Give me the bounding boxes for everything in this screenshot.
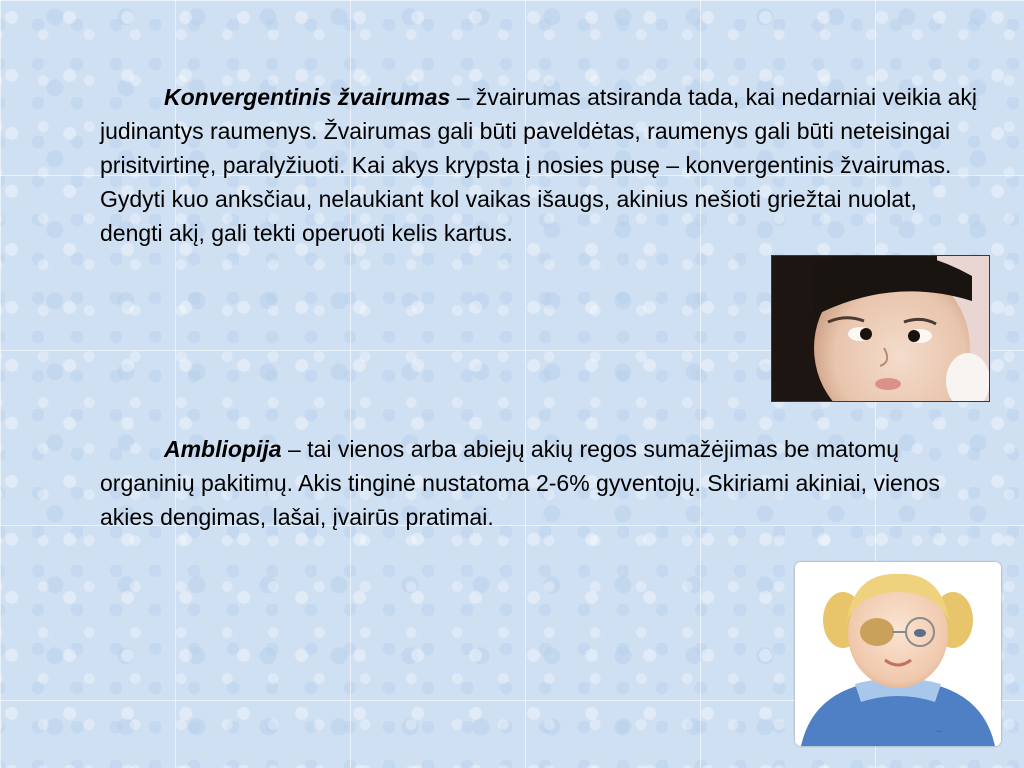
term-convergent-strabismus: Konvergentinis žvairumas xyxy=(164,84,451,110)
paragraph-convergent-strabismus xyxy=(100,80,980,250)
svg-text:~: ~ xyxy=(935,727,943,737)
definition-convergent-strabismus: – žvairumas atsiranda tada, kai nedarniai veikia akį judinantys raumenys. Žvairumas gali būti paveldėtas, raumenys gali būti neteisingai prisitvirtinę, paralyžiuoti. Kai akys krypsta į nosies pusę – konvergentinis žvairumas. Gydyti kuo anksčiau, nelaukiant kol vaikas išaugs, akinius nešioti griežtai nuolat, dengti akį, gali tekti operuoti kelis kartus. xyxy=(100,84,978,246)
child-face-illustration xyxy=(772,256,989,401)
definition-amblyopia: – tai vienos arba abiejų akių regos sumažėjimas be matomų organinių pakitimų. Akis tinginė nustatoma 2-6% gyventojų. Skiriami akiniai, vienos akies dengimas, lašai, įvairūs pratimai. xyxy=(100,436,940,530)
photo-child-eye-patch xyxy=(795,562,1001,746)
paragraph-amblyopia xyxy=(100,432,980,534)
photo-child-strabismus xyxy=(771,255,990,402)
girl-eye-patch-illustration xyxy=(795,562,1001,746)
term-amblyopia: Ambliopija xyxy=(164,436,282,462)
